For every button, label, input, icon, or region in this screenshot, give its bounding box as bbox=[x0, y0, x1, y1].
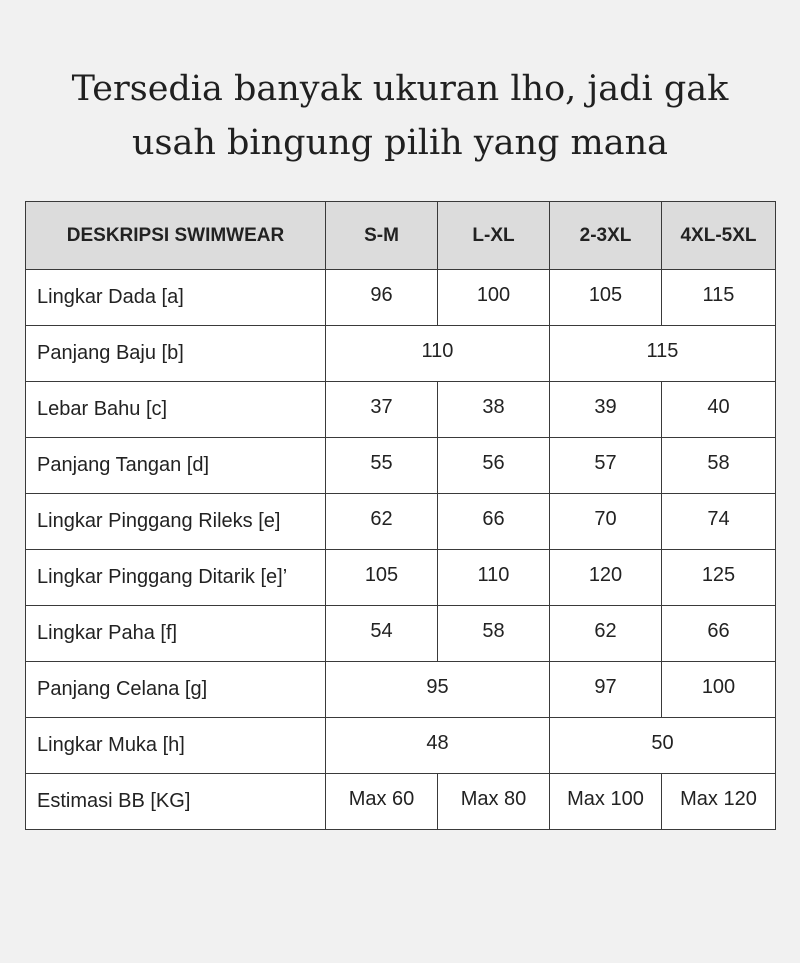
header-size-s-m: S-M bbox=[326, 202, 438, 270]
table-row bbox=[26, 774, 776, 830]
headline-line-2: usah bingung pilih yang mana bbox=[131, 123, 669, 163]
table-cell: 57 bbox=[550, 438, 662, 494]
table-cell: 97 bbox=[550, 662, 662, 718]
table-cell: Max 100 bbox=[550, 774, 662, 830]
row-label: Lingkar Muka [h] bbox=[26, 718, 326, 774]
table-cell: 96 bbox=[326, 270, 438, 326]
row-label: Estimasi BB [KG] bbox=[26, 774, 326, 830]
table-header-row bbox=[26, 202, 776, 270]
table-cell: 95 bbox=[326, 662, 550, 718]
table-row bbox=[26, 270, 776, 326]
table-cell: 62 bbox=[326, 494, 438, 550]
row-label: Lingkar Paha [f] bbox=[26, 606, 326, 662]
row-label: Panjang Celana [g] bbox=[26, 662, 326, 718]
row-label: Lebar Bahu [c] bbox=[26, 382, 326, 438]
table-cell: 70 bbox=[550, 494, 662, 550]
table-cell: Max 60 bbox=[326, 774, 438, 830]
row-label: Lingkar Pinggang Ditarik [e]’ bbox=[26, 550, 326, 606]
table-cell: 38 bbox=[438, 382, 550, 438]
table-cell: 50 bbox=[550, 718, 776, 774]
headline-line-1: Tersedia banyak ukuran lho, jadi gak bbox=[71, 69, 729, 109]
table-cell: 58 bbox=[662, 438, 776, 494]
header-size-4xl-5xl: 4XL-5XL bbox=[662, 202, 776, 270]
table-cell: 100 bbox=[662, 662, 776, 718]
table-cell: 48 bbox=[326, 718, 550, 774]
table-cell: 66 bbox=[662, 606, 776, 662]
table-cell: 40 bbox=[662, 382, 776, 438]
table-cell: 56 bbox=[438, 438, 550, 494]
row-label: Panjang Baju [b] bbox=[26, 326, 326, 382]
table-cell: 120 bbox=[550, 550, 662, 606]
table-row bbox=[26, 326, 776, 382]
table-cell: 125 bbox=[662, 550, 776, 606]
row-label: Lingkar Dada [a] bbox=[26, 270, 326, 326]
table-cell: 37 bbox=[326, 382, 438, 438]
table-row bbox=[26, 438, 776, 494]
size-chart-table bbox=[25, 201, 776, 830]
header-size-l-xl: L-XL bbox=[438, 202, 550, 270]
table-cell: 115 bbox=[662, 270, 776, 326]
table-cell: Max 80 bbox=[438, 774, 550, 830]
table-cell: 105 bbox=[326, 550, 438, 606]
table-cell: 54 bbox=[326, 606, 438, 662]
table-row bbox=[26, 606, 776, 662]
table-cell: 105 bbox=[550, 270, 662, 326]
row-label: Lingkar Pinggang Rileks [e] bbox=[26, 494, 326, 550]
header-size-2-3xl: 2-3XL bbox=[550, 202, 662, 270]
table-cell: 58 bbox=[438, 606, 550, 662]
table-row bbox=[26, 718, 776, 774]
headline bbox=[0, 62, 800, 170]
table-row bbox=[26, 494, 776, 550]
table-row bbox=[26, 662, 776, 718]
table-cell: 55 bbox=[326, 438, 438, 494]
table-cell: 62 bbox=[550, 606, 662, 662]
table-cell: Max 120 bbox=[662, 774, 776, 830]
table-row bbox=[26, 550, 776, 606]
row-label: Panjang Tangan [d] bbox=[26, 438, 326, 494]
table-cell: 110 bbox=[326, 326, 550, 382]
table-cell: 66 bbox=[438, 494, 550, 550]
table-cell: 39 bbox=[550, 382, 662, 438]
table-cell: 115 bbox=[550, 326, 776, 382]
header-description: DESKRIPSI SWIMWEAR bbox=[26, 202, 326, 270]
table-row bbox=[26, 382, 776, 438]
table-cell: 100 bbox=[438, 270, 550, 326]
table-cell: 74 bbox=[662, 494, 776, 550]
table-cell: 110 bbox=[438, 550, 550, 606]
